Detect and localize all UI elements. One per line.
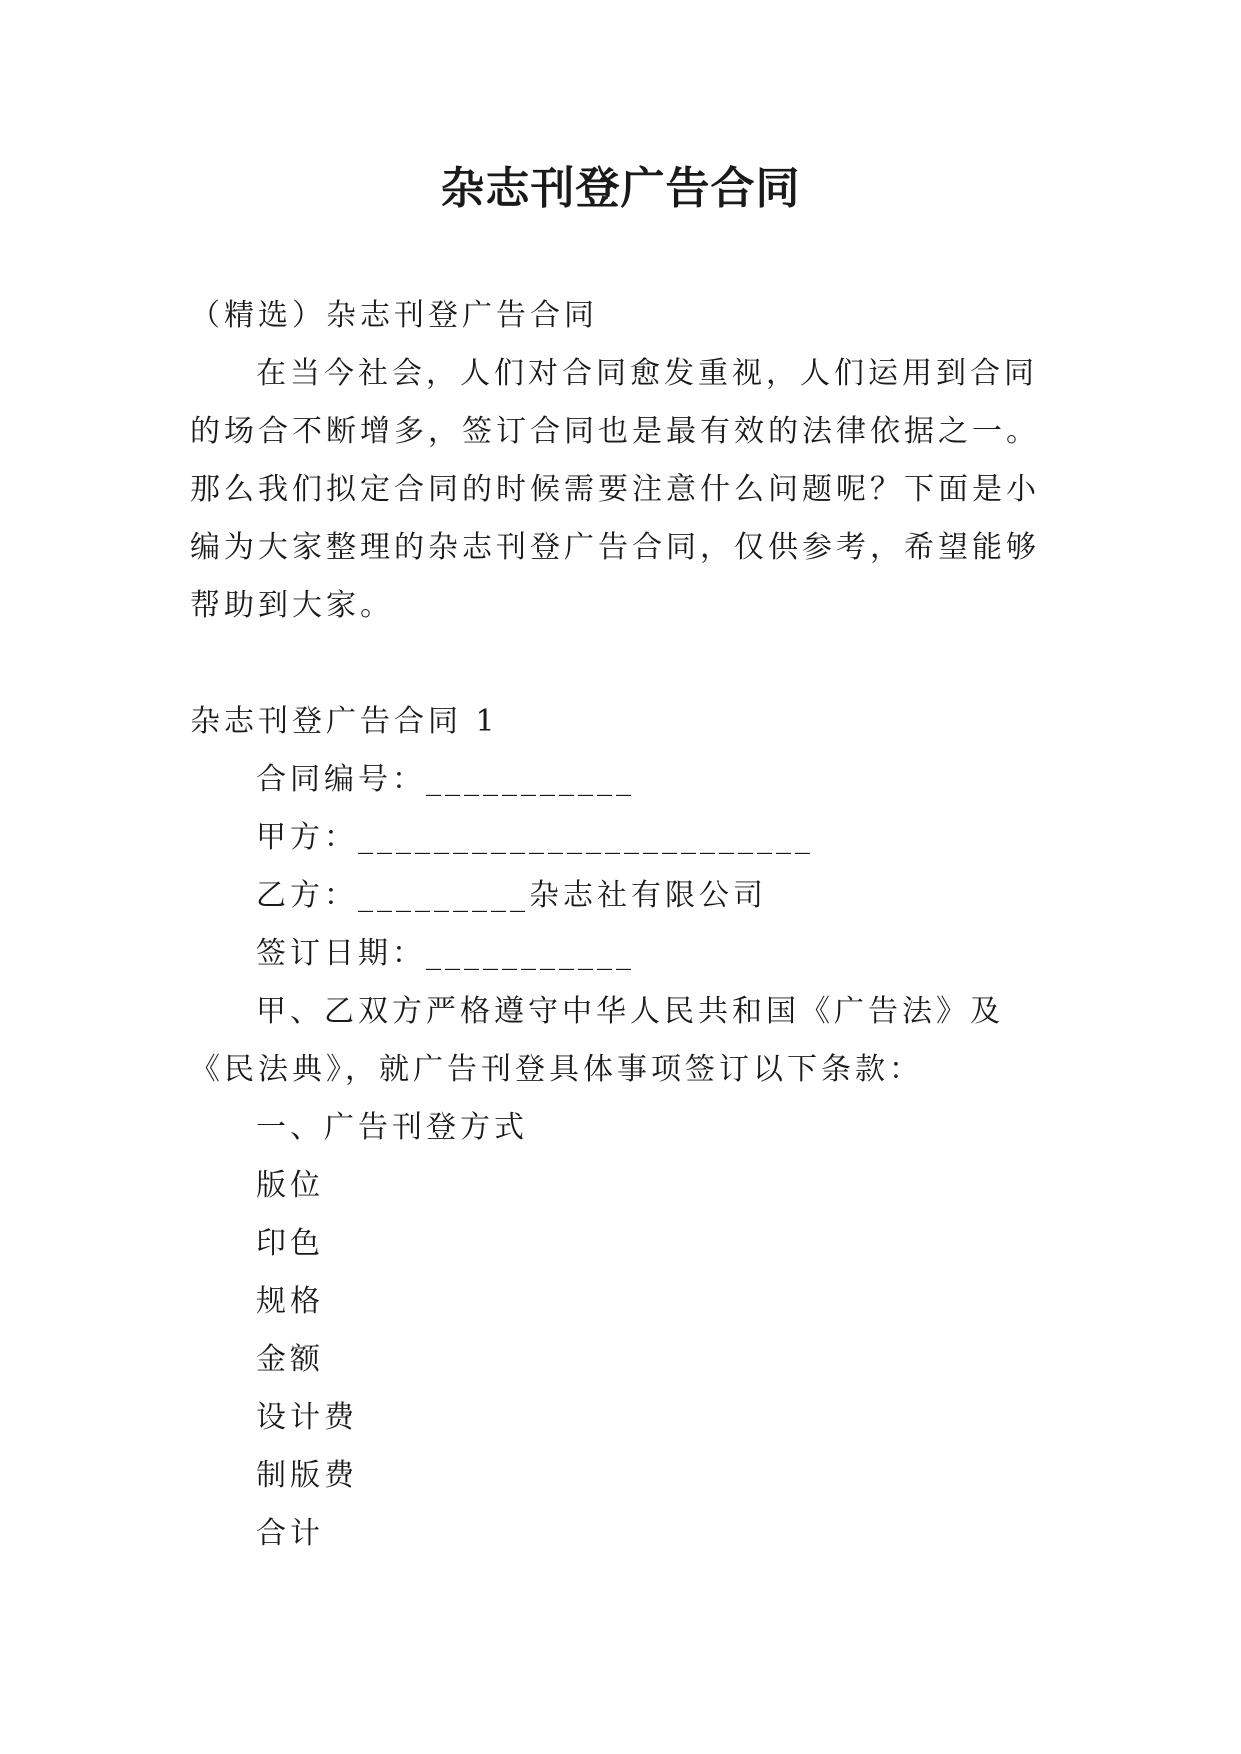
clause-one-heading: 一、广告刊登方式 (256, 1110, 528, 1145)
document-title: 杂志刊登广告合同 (440, 163, 801, 214)
party-a-line: 甲方：________________________ (256, 820, 814, 855)
list-item-size: 规格 (256, 1284, 324, 1319)
list-item-print-color: 印色 (256, 1226, 324, 1261)
contract-number-line: 合同编号：___________ (256, 762, 635, 797)
terms-paragraph: 甲、乙双方严格遵守中华人民共和国《广告法》及《民法典》，就广告刊登具体事项签订以下条款： (190, 994, 1004, 1087)
section-title: 杂志刊登广告合同 1 (190, 704, 499, 739)
party-b-line: 乙方：_________杂志社有限公司 (256, 878, 767, 913)
list-item-plate-fee: 制版费 (256, 1458, 358, 1493)
intro-heading: （精选）杂志刊登广告合同 (190, 298, 598, 333)
list-item-ad-position: 版位 (256, 1168, 324, 1203)
intro-paragraph: 在当今社会，人们对合同愈发重视，人们运用到合同的场合不断增多，签订合同也是最有效的法律依据之一。那么我们拟定合同的时候需要注意什么问题呢？下面是小编为大家整理的杂志刊登广告合同，仅供参考，希望能够帮助到大家。 (190, 356, 1040, 623)
list-item-total: 合计 (256, 1516, 324, 1551)
list-item-amount: 金额 (256, 1342, 324, 1377)
paragraph-spacer (190, 635, 1052, 693)
list-item-design-fee: 设计费 (256, 1400, 358, 1435)
document-body (190, 287, 1052, 1563)
sign-date-line: 签订日期：___________ (256, 936, 635, 971)
